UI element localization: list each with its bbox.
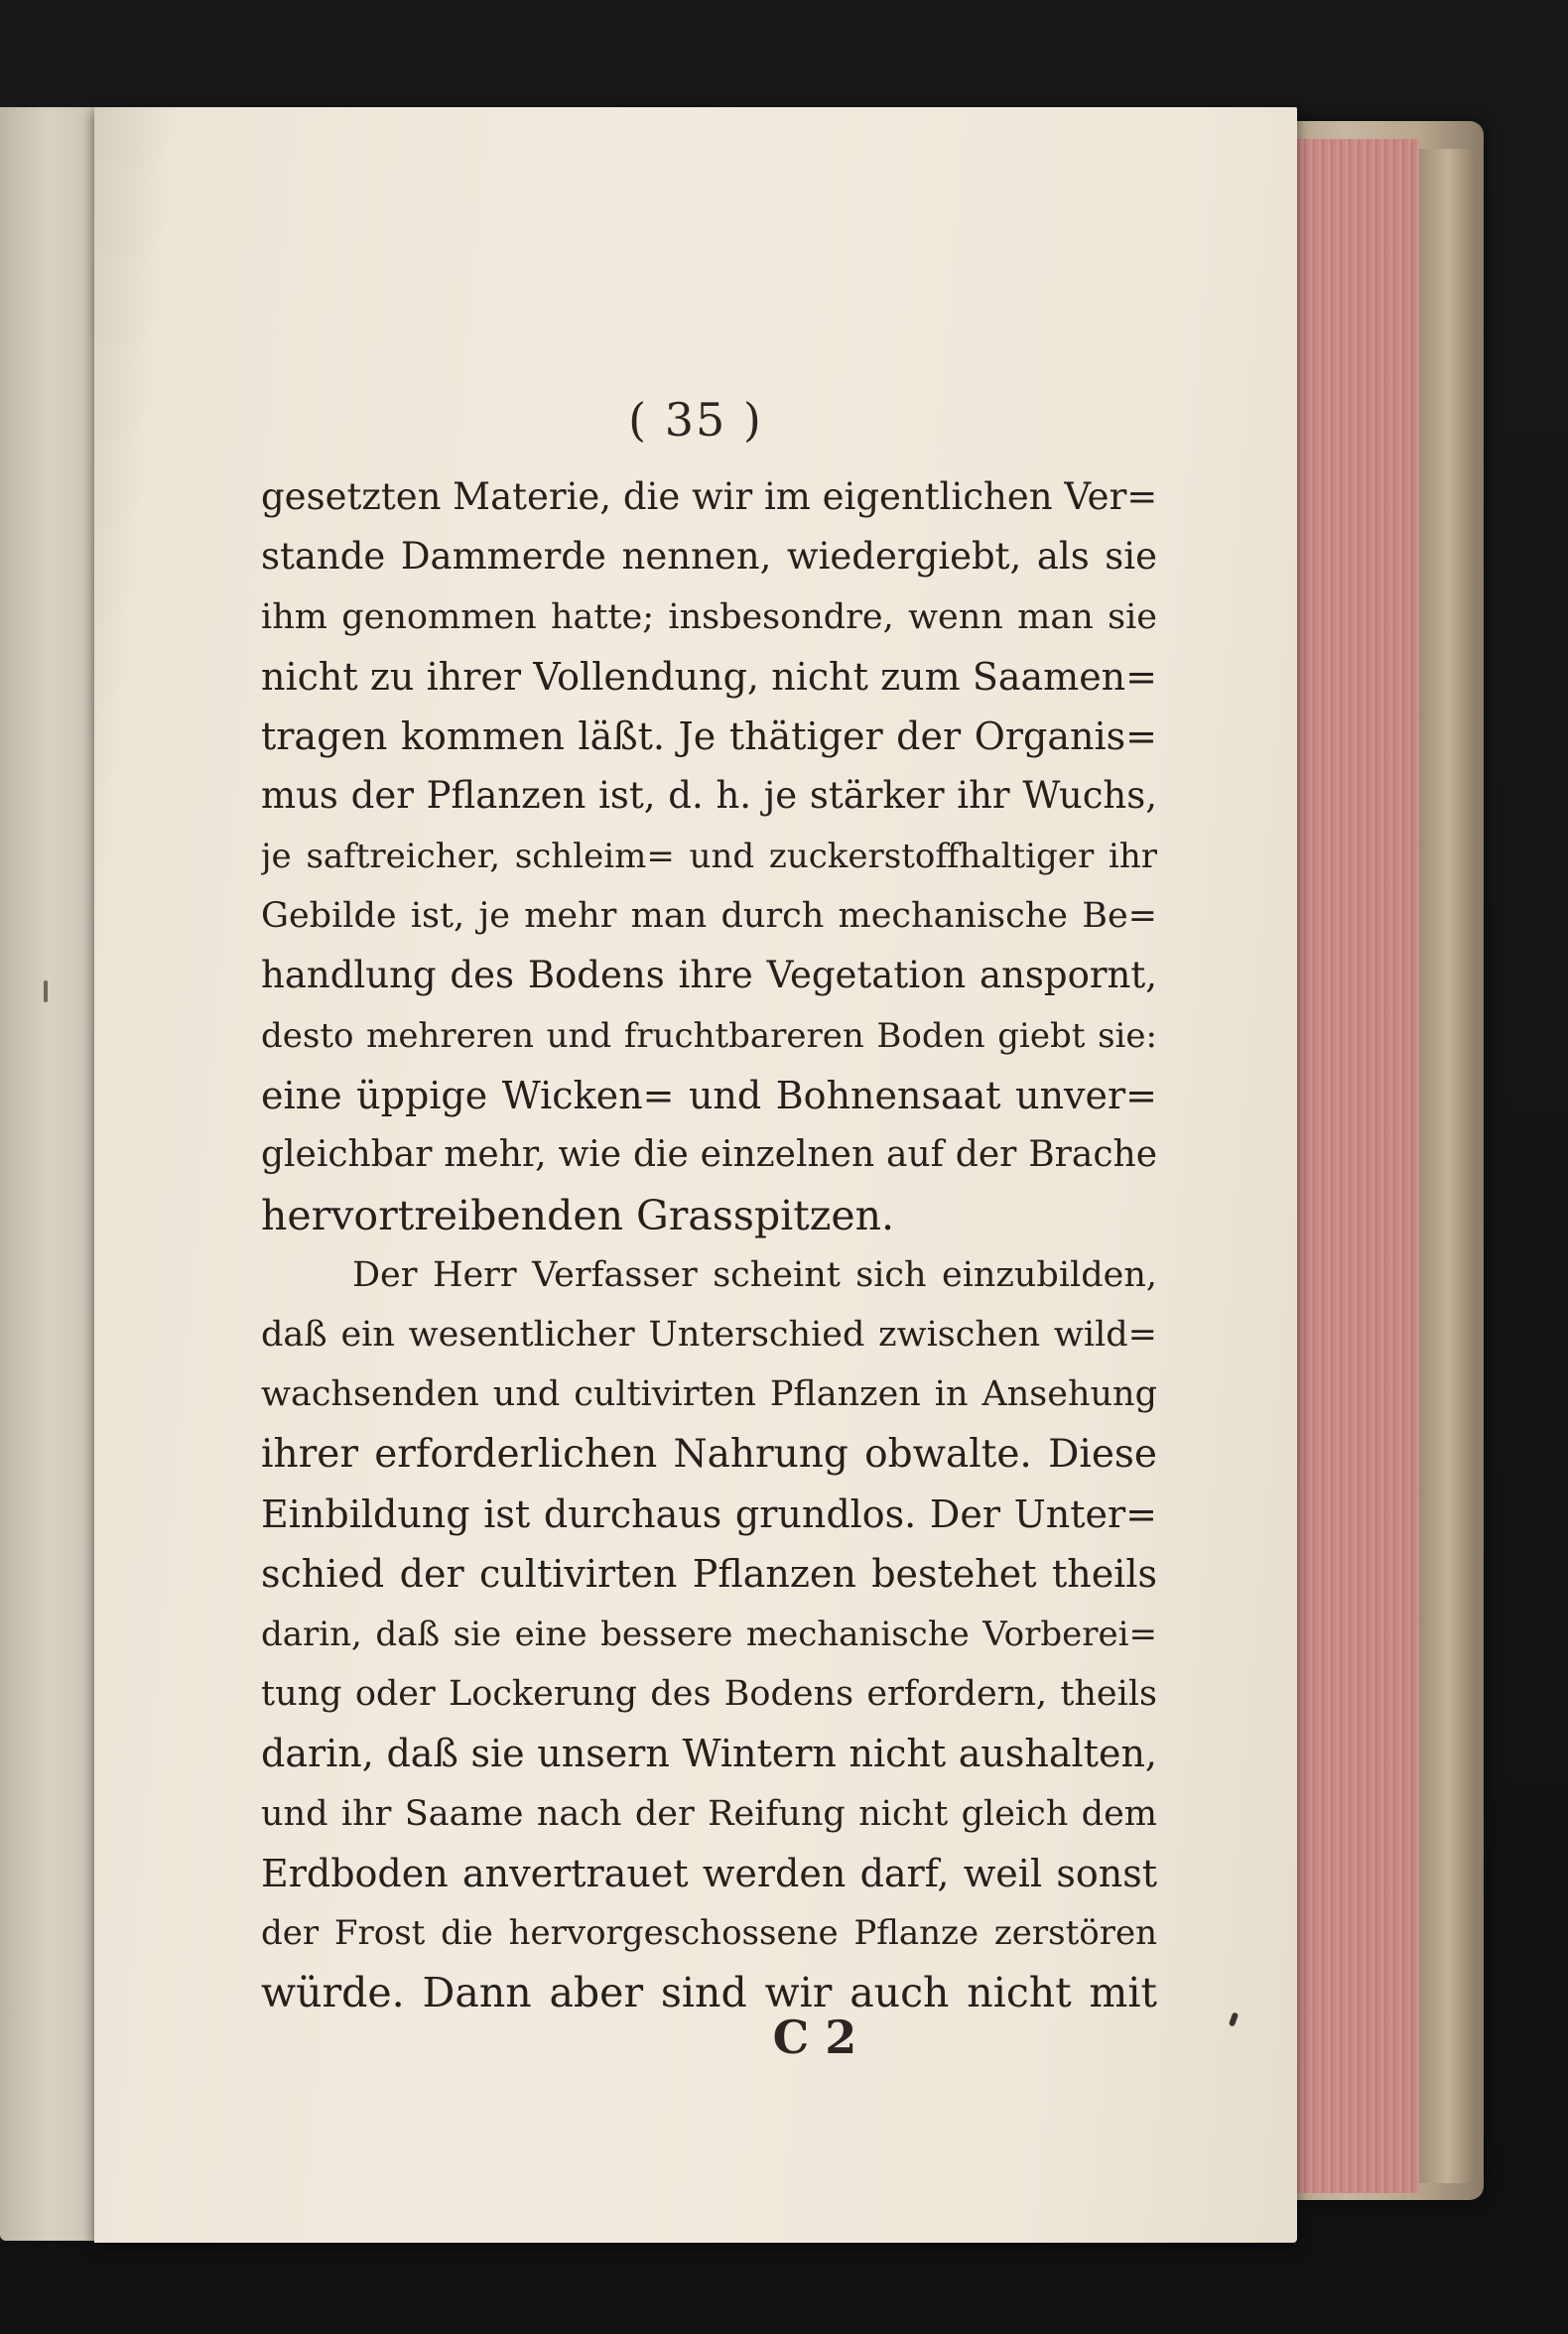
text-line-21: tung oder Lockerung des Bodens erfordern, theils (261, 1673, 1157, 1714)
signature-mark: C 2 (772, 2010, 857, 2064)
text-line-16: wachsenden und cultivirten Pflanzen in Ansehung (261, 1374, 1157, 1415)
book-page (94, 107, 1297, 2243)
text-line-4: nicht zu ihrer Vollendung, nicht zum Saamen= (261, 654, 1157, 699)
text-line-26: würde. Dann aber sind wir auch nicht mit (261, 1969, 1157, 2017)
text-line-17: ihrer erforderlichen Nahrung obwalte. Diese (261, 1431, 1157, 1477)
text-line-9: handlung des Bodens ihre Vegetation anspornt, (261, 954, 1157, 997)
text-line-7: je saftreicher, schleim= und zuckerstoffhaltiger ihr (261, 836, 1157, 876)
text-line-5: tragen kommen läßt. Je thätiger der Organis= (261, 714, 1157, 759)
text-line-20: darin, daß sie eine bessere mechanische Vorberei= (261, 1614, 1157, 1654)
text-line-22: darin, daß sie unsern Wintern nicht aushalten, (261, 1732, 1157, 1776)
text-line-2: stande Dammerde nennen, wiedergiebt, als sie (261, 535, 1157, 579)
margin-mark (44, 980, 48, 1002)
text-line-13: hervortreibenden Grasspitzen. (261, 1191, 895, 1239)
text-line-12: gleichbar mehr, wie die einzelnen auf der Brache (261, 1134, 1157, 1176)
book-cover-edge (1419, 149, 1477, 2183)
text-line-15: daß ein wesentlicher Unterschied zwischen wild= (261, 1315, 1157, 1356)
previous-page-edge (0, 107, 109, 2241)
text-line-18: Einbildung ist durchaus grundlos. Der Unter= (261, 1492, 1157, 1537)
text-line-3: ihm genommen hatte; insbesondre, wenn man sie (261, 596, 1157, 637)
text-line-8: Gebilde ist, je mehr man durch mechanische Be= (261, 896, 1157, 937)
text-line-10: desto mehreren und fruchtbareren Boden giebt sie: (261, 1015, 1157, 1056)
text-line-14: Der Herr Verfasser scheint sich einzubilden, (352, 1254, 1157, 1295)
text-line-19: schied der cultivirten Pflanzen bestehet theils (261, 1552, 1157, 1597)
text-line-6: mus der Pflanzen ist, d. h. je stärker ihr Wuchs, (261, 774, 1157, 818)
page-text (261, 467, 1157, 2023)
text-line-11: eine üppige Wicken= und Bohnensaat unver= (261, 1073, 1157, 1117)
text-line-25: der Frost die hervorgeschossene Pflanze zerstören (261, 1913, 1157, 1954)
text-line-23: und ihr Saame nach der Reifung nicht gleich dem (261, 1793, 1157, 1834)
page-number-header: ( 35 ) (628, 393, 763, 447)
red-page-edges (1290, 139, 1419, 2193)
text-line-1: gesetzten Materie, die wir im eigentlichen Ver= (261, 475, 1157, 518)
text-line-24: Erdboden anvertrauet werden darf, weil sonst (261, 1851, 1157, 1895)
